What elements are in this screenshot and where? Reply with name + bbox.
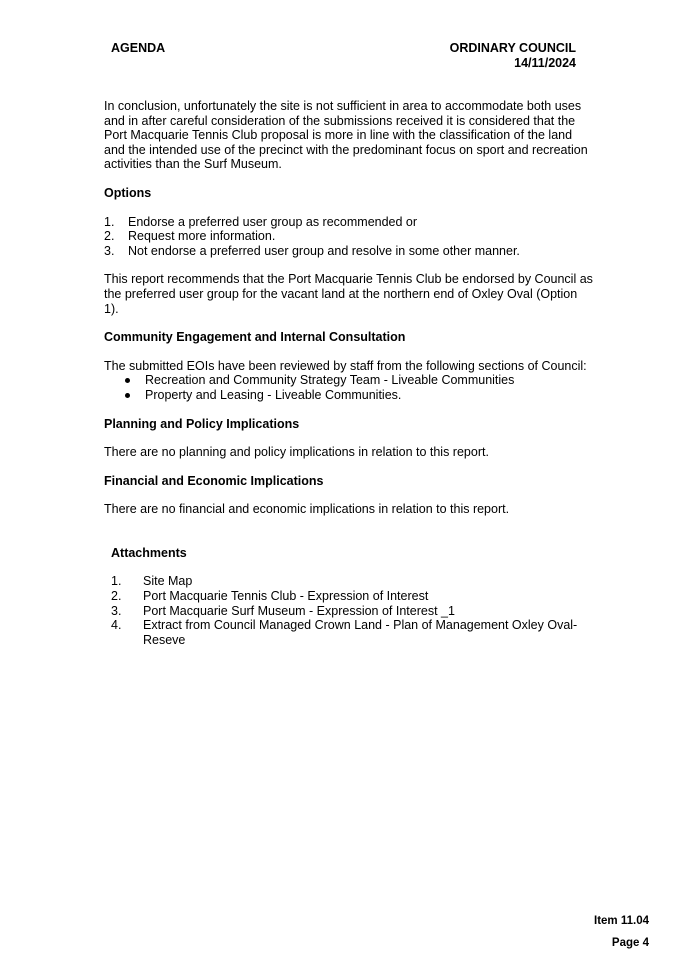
list-text: Not endorse a preferred user group and resolve in some other manner. (128, 243, 520, 258)
list-item (104, 215, 594, 230)
list-number: 1. (111, 574, 122, 589)
options-heading: Options (104, 185, 152, 200)
financial-text: There are no financial and economic implications in relation to this report. (104, 502, 510, 517)
header-meeting (450, 41, 576, 71)
list-number: 4. (111, 618, 122, 633)
header-agenda: AGENDA (111, 41, 166, 55)
attachment-item (111, 618, 594, 647)
list-text: Property and Leasing - Liveable Communities. (145, 387, 402, 402)
attachment-item (111, 604, 594, 619)
list-item (104, 229, 594, 244)
list-number: 2. (104, 229, 115, 244)
options-list (104, 215, 594, 259)
community-heading: Community Engagement and Internal Consultation (104, 330, 406, 345)
recommendation-paragraph: This report recommends that the Port Macquarie Tennis Club be endorsed by Council as the preferred user group for the vacant land at the northern end of Oxley Oval (Option 1). (104, 272, 593, 316)
bullet-icon (125, 378, 130, 383)
attachment-text: Extract from Council Managed Crown Land - Plan of Management Oxley Oval- Reseve (143, 618, 578, 647)
attachments-section (111, 546, 594, 648)
report-body (104, 99, 594, 647)
list-text: Recreation and Community Strategy Team - Liveable Communities (145, 373, 515, 388)
list-text: Endorse a preferred user group as recommended or (128, 214, 418, 229)
item-number: Item 11.04 (594, 915, 649, 927)
attachments-list (111, 574, 594, 647)
list-number: 2. (111, 589, 122, 604)
page-number: Page 4 (611, 937, 649, 949)
community-intro: The submitted EOIs have been reviewed by staff from the following sections of Council: (104, 358, 587, 373)
attachment-item (111, 589, 594, 604)
header-meeting-name: ORDINARY COUNCIL (449, 41, 576, 55)
attachment-text: Site Map (143, 574, 193, 589)
attachment-item (111, 574, 594, 589)
header-meeting-date: 14/11/2024 (514, 56, 576, 70)
list-number: 3. (111, 603, 122, 618)
list-item (104, 388, 594, 403)
bullet-icon (125, 393, 130, 398)
list-text: Request more information. (128, 229, 276, 244)
attachment-text: Port Macquarie Surf Museum - Expression of Interest _1 (143, 603, 455, 618)
planning-text: There are no planning and policy implications in relation to this report. (104, 445, 489, 460)
list-number: 3. (104, 243, 115, 258)
conclusion-paragraph: In conclusion, unfortunately the site is not sufficient in area to accommodate both uses and in after careful consideration of the submissions received it is considered that the Port Macquarie Tennis Club proposal is more in line with the classification of the land and the intended use of the precinct with the predominant focus on sport and recreation activities than the Surf Museum. (104, 99, 588, 172)
page-footer (594, 910, 649, 954)
list-item (104, 373, 594, 388)
planning-heading: Planning and Policy Implications (104, 416, 300, 431)
list-item (104, 244, 594, 259)
attachment-text: Port Macquarie Tennis Club - Expression of Interest (143, 589, 429, 604)
sections-list (104, 373, 594, 402)
financial-heading: Financial and Economic Implications (104, 473, 324, 488)
list-number: 1. (104, 214, 115, 229)
attachments-heading: Attachments (111, 545, 187, 560)
